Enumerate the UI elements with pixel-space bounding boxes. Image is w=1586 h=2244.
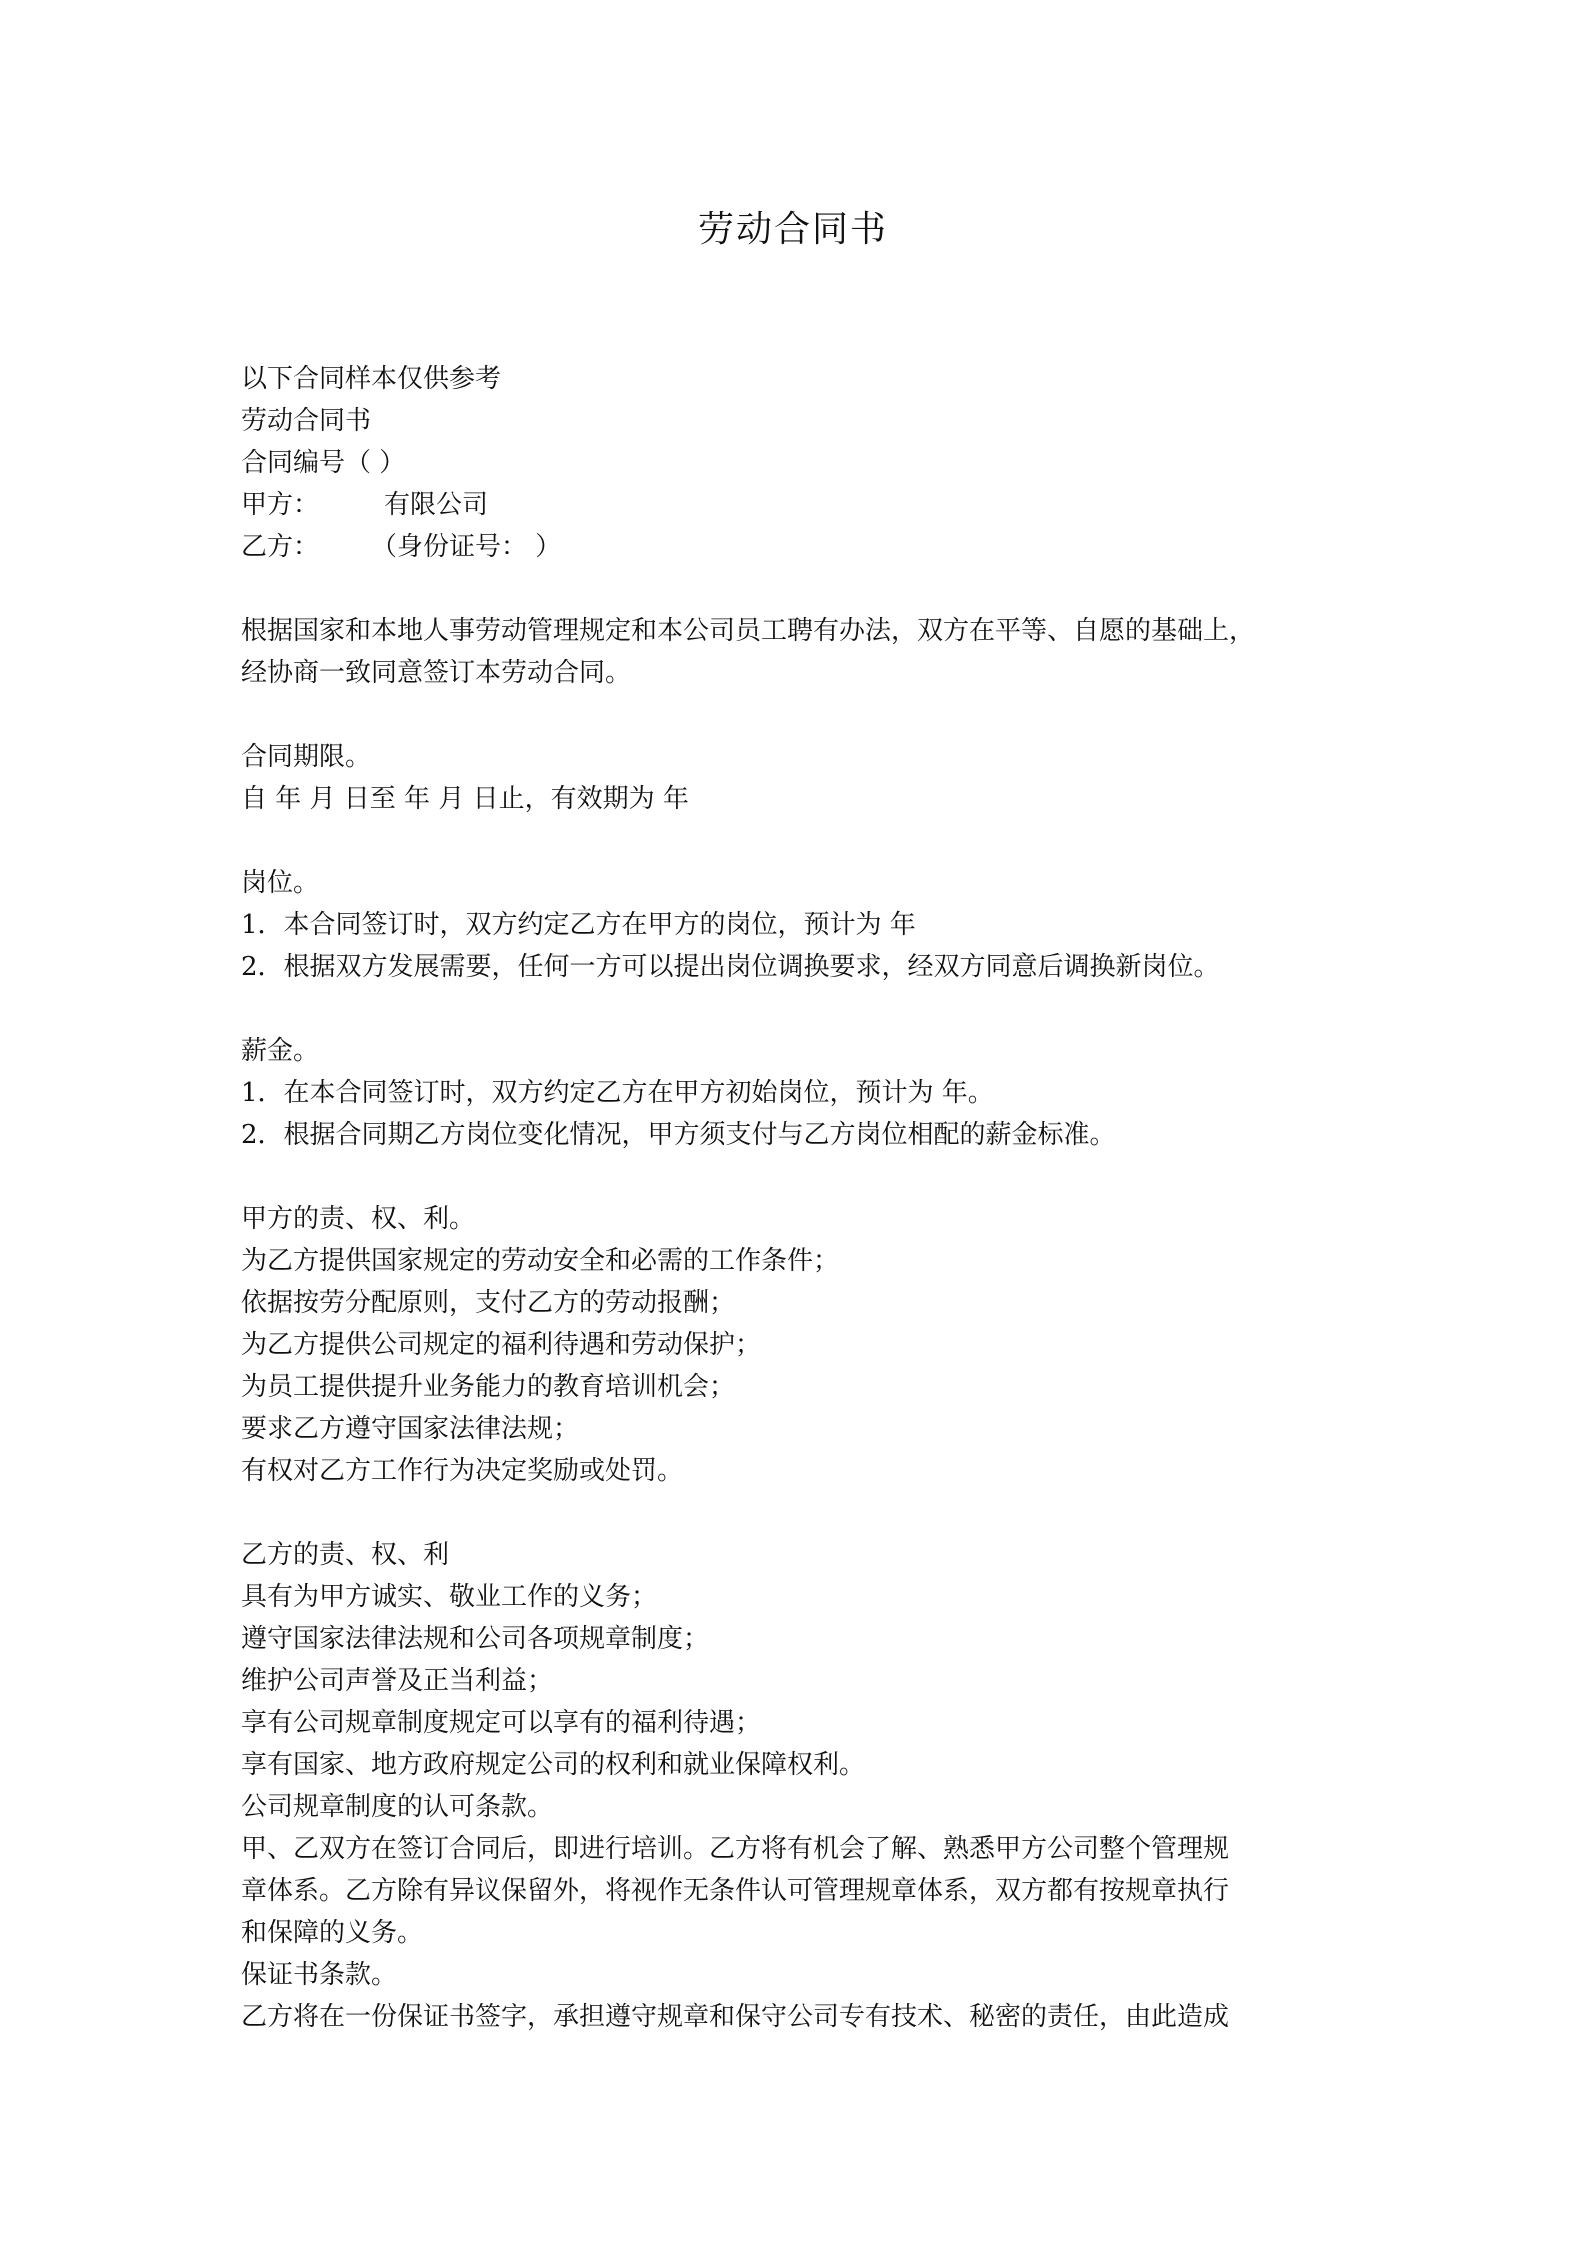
text-line: 为乙方提供公司规定的福利待遇和劳动保护； <box>241 1330 762 1360</box>
text-line: 有权对乙方工作行为决定奖励或处罚。 <box>241 1456 684 1486</box>
text-line: 合同编号（ ） <box>241 448 406 478</box>
blank-line <box>241 694 1361 736</box>
text-line: 享有公司规章制度规定可以享有的福利待遇； <box>241 1708 762 1738</box>
blank-line <box>241 1156 1361 1198</box>
section-heading: 合同期限。 <box>241 742 372 772</box>
text-line: 章体系。乙方除有异议保留外，将视作无条件认可管理规章体系，双方都有按规章执行 <box>241 1876 1230 1906</box>
blank-line <box>241 568 1361 610</box>
text-line: 经协商一致同意签订本劳动合同。 <box>241 658 632 688</box>
text-line: 具有为甲方诚实、敬业工作的义务； <box>241 1582 658 1612</box>
text-line: 2．根据双方发展需要，任何一方可以提出岗位调换要求，经双方同意后调换新岗位。 <box>241 952 1220 982</box>
text-line: 依据按劳分配原则，支付乙方的劳动报酬； <box>241 1288 736 1318</box>
text-line: 2．根据合同期乙方岗位变化情况，甲方须支付与乙方岗位相配的薪金标准。 <box>241 1120 1116 1150</box>
section-heading: 公司规章制度的认可条款。 <box>241 1792 554 1822</box>
section-heading: 保证书条款。 <box>241 1960 398 1990</box>
section-heading: 甲方的责、权、利。 <box>241 1204 476 1234</box>
text-line: 乙方： （身份证号： ） <box>241 532 562 562</box>
text-line: 为乙方提供国家规定的劳动安全和必需的工作条件； <box>241 1246 840 1276</box>
text-line: 要求乙方遵守国家法律法规； <box>241 1414 580 1444</box>
text-line: 1．本合同签订时，双方约定乙方在甲方的岗位，预计为 年 <box>241 910 916 940</box>
text-line: 乙方将在一份保证书签字，承担遵守规章和保守公司专有技术、秘密的责任，由此造成 <box>241 2002 1230 2032</box>
text-line: 甲方： 有限公司 <box>241 490 489 520</box>
text-line: 1．在本合同签订时，双方约定乙方在甲方初始岗位，预计为 年。 <box>241 1078 994 1108</box>
text-line: 以下合同样本仅供参考 <box>241 364 502 394</box>
document-title: 劳动合同书 <box>697 209 888 250</box>
text-line: 享有国家、地方政府规定公司的权利和就业保障权利。 <box>241 1750 866 1780</box>
blank-line <box>241 820 1361 862</box>
document-body <box>241 358 1361 2038</box>
section-heading: 岗位。 <box>241 868 320 898</box>
text-line: 根据国家和本地人事劳动管理规定和本公司员工聘有办法，双方在平等、自愿的基础上， <box>241 616 1256 646</box>
text-line: 劳动合同书 <box>241 406 372 436</box>
text-line: 甲、乙双方在签订合同后，即进行培训。乙方将有机会了解、熟悉甲方公司整个管理规 <box>241 1834 1230 1864</box>
text-line: 和保障的义务。 <box>241 1918 424 1948</box>
blank-line <box>241 1492 1361 1534</box>
section-heading: 乙方的责、权、利 <box>241 1540 450 1570</box>
text-line: 遵守国家法律法规和公司各项规章制度； <box>241 1624 710 1654</box>
text-line: 自 年 月 日至 年 月 日止，有效期为 年 <box>241 784 689 814</box>
text-line: 为员工提供提升业务能力的教育培训机会； <box>241 1372 736 1402</box>
text-line: 维护公司声誉及正当利益； <box>241 1666 554 1696</box>
blank-line <box>241 988 1361 1030</box>
section-heading: 薪金。 <box>241 1036 320 1066</box>
